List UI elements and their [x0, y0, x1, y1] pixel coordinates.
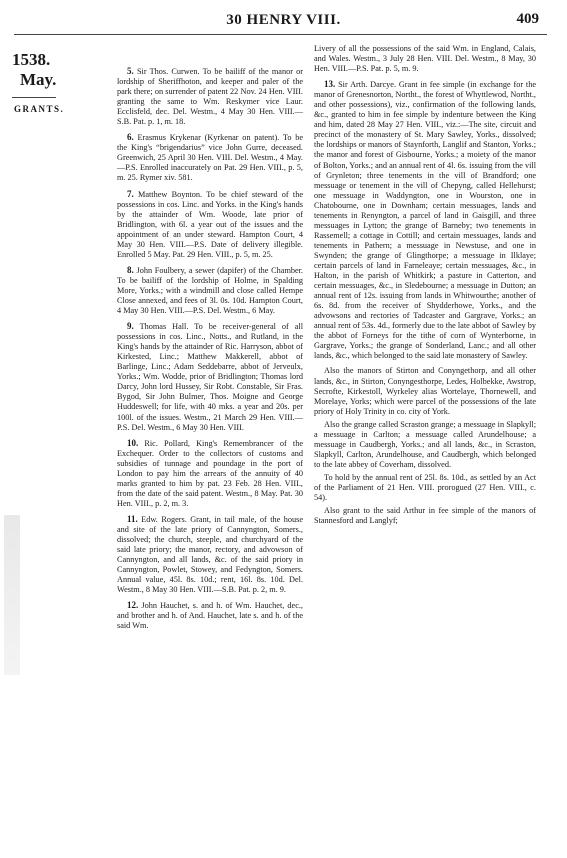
entry-paragraph: [314, 366, 536, 416]
entry-paragraph: [314, 420, 536, 470]
margin-divider: [12, 97, 56, 98]
page-header: [0, 0, 567, 36]
entry-text: Matthew Boynton. To be chief steward of the possessions in cos. Linc. and Yorks. in the King's hands by the attainder of Wm. Woode, late prior of Bridlington, with 6l. a year out of the issues and the appointment of an under steward. Hampton Court, 4 May 30 Hen. VIII.—P.S. Date of delivery illegible. Enrolled 5 May. Pat. 29 Hen. VIII., p. 5, m. 25.: [117, 189, 303, 259]
header-rule: [14, 34, 547, 35]
entry-number: 13.: [324, 79, 336, 90]
entry-number: 11.: [127, 513, 138, 524]
entry-text: Ric. Pollard, King's Remembrancer of the Exchequer. Order to the collectors of customs and subsidies of tunnage and poundage in the port of London to pay him the arrears of the annuity of 40 marks granted to him by pat. 23 Feb. 28 Hen. VIII., from the date of the said patent. Westm., 8 May. Pat. 30 Hen. VIII., p. 2, m. 3.: [117, 438, 304, 508]
margin-month: May.: [20, 70, 57, 89]
right-column: [314, 44, 536, 529]
entry-number: 5.: [127, 66, 134, 76]
running-title: 30 HENRY VIII.: [226, 12, 341, 28]
margin-year: 1538.: [12, 50, 51, 69]
page-number: 409: [516, 11, 539, 27]
entry-paragraph: [314, 506, 536, 526]
entry-text: John Hauchet, s. and h. of Wm. Hauchet, dec., and brother and h. of And. Hauchet, late s. and h. of the said Wm.: [117, 601, 303, 631]
entry-number: 12.: [127, 600, 139, 611]
entry: [117, 438, 303, 509]
margin-section: GRANTS.: [14, 104, 65, 114]
entry: [117, 189, 303, 260]
entry-text: Edw. Rogers. Grant, in tail male, of the house and site of the late priory of Cannyngton, Somers., dissolved; the church, steeple, and churchyard of the said late priory; the manor, rectory, and advowson of Cannyngton, and all lands, &c. of the said priory in Cannyngton, Powlet, Stowey, and Fedyngton, Somers. Annual value, 45l. 8s. 10d.; rent, 16l. 8s. 10d. Del. Westm., 8 May 30 Hen. VIII.—S.B. Pat. p. 2, m. 9.: [117, 514, 303, 595]
entry: [117, 132, 303, 183]
entry-text: Sir Thos. Curwen. To be bailiff of the manor or lordship of Sheriffhoton, and keeper and paler of the park there; on surrender of patent 22 Nov. 24 Hen. VIII. granting the same to Wm. Reskymer vice Laur. Ecclisfeld, dec. Del. Westm., 4 May 30 Hen. VIII.—S.B. Pat. p. 1, m. 18.: [117, 67, 304, 127]
entry-text: Also grant to the said Arthur in fee simple of the manors of Stannesford and Langlyf;: [314, 506, 536, 526]
entry-text: John Foulbery, a sewer (dapifer) of the Chamber. To be bailiff of the lordship of Holme, in Spalding More, Yorks.; with a windmill and close called Hempe Close annexed, and fees of 3l. 0s. 10d. Hampton Court, 4 May 30 Hen. VIII.—P.S. Del. Westm., 6 May.: [117, 265, 303, 316]
entry: [117, 600, 303, 631]
entry-text: Thomas Hall. To be receiver-general of all possessions in cos. Linc., Notts., and Rutland, in the King's hands by the attainder of Ric. Harryson, abbot of Kirkested, Linc.; Matthew Makkerell, abbot of Barlinge, Linc.; Adam Seddebarre, abbot of Jerveulx, Yorks.; Wm. Wodde, prior of Bridlington; Thomas lord Darcy, John lord Hussey, Sir Robt. Constable, Sir Fras. Bygod, Sir John Bulmer, Thos. Moigne and George Huddeswell; for life, with 40 mks. a year and 20s. per 100l. of the issues. Westm., 21 March 29 Hen. VIII.—P.S. Del. Westm., 6 May 30 Hen. VIII.: [117, 322, 303, 432]
entry-text: Erasmus Krykenar (Kyrkenar on patent). To be the King's “brigendarius” vice John Gurre, deceased. Greenwich, 25 April 30 Hen. VIII. Del. Westm., 4 May.—P.S. Enrolled inaccurately on Pat. 29 Hen. VIII., p. 5, m. 25. Rymer xiv. 581.: [117, 133, 304, 183]
entry-text: Livery of all the possessions of the said Wm. in England, Calais, and Wales. Westm., 3 July 28 Hen. VIII. Del. Westm., 8 May, 30 Hen. VIII.—P.S. Pat. p. 5, m. 9.: [314, 44, 536, 74]
entry: [117, 265, 303, 316]
entry: [117, 321, 303, 433]
margin-notes: [12, 50, 67, 114]
entry: [314, 79, 536, 361]
left-column: [117, 66, 303, 636]
library-stamp: [4, 515, 20, 675]
entry: [117, 514, 303, 595]
entry-text: Sir Arth. Darcye. Grant in fee simple (in exchange for the manor of Grenesnorton, Northt., the forest of Whyttlewod, Northt., and other possessions), viz., confirmation of the following lands, &c., granted to him in fee simple by indenture between the King and him, dated 28 May 27 Hen. VIII., viz.:—The site, circuit and precinct of the monastery of St. Mary Sawley, Yorks., dissolved; the lordships or manors of Staynforth, Langlif and Stanton, Yorks.; the manor and forest of Gisbourne, Yorks.; a moiety of the manor of Bolton, Yorks.; and an annual rent of 4l. 6s. issuing from the vill of Grynleton; three tenements in the vill of Brandford; one messuage or tenement in the vill of Chepyng, called Hellehurst; one messuage in Waddyngton, one in Wourston, one in Chatobourne, one in Downham; certain messuages, lands and tenements in Renyngton, a parcel of land in Gaisgill, and three messuages in Lytton; the grange of Barneby; two tenements in Rassemell; a cottage in Cottill; and certain messuages, lands and tenements in Pathern; a messuage in Newstuse, and one in Swynden; the grange of Glingthorpe; a messuage in Ilklaye; certain parcels of land in Farneleaye; certain messuages, &c., in Halton, in the parish of Whitkirk; a pasture in Catterton, and certain messuages, &c., in Sledebourne; a messuage in Dutton; an annual rent of 12s. issuing from lands in Whitwourthe; another of 6s. 8d. from the receiver of Shydderhowe, Yorks., and the advowsons and rectories of Tadcaster and Gargrave, Yorks.; an annual rent of 53s. 4d., formerly due to the late abbot of Sawley by the abbot of Forneys for the tithe of corn of Wynterborne, in Gargrave, Yorks.; the grange of Sonderland, Lanc.; and all other lands, &c., which belonged to the said late monastery of Sawley.: [314, 80, 536, 361]
entry-number: 6.: [127, 132, 134, 143]
entry-number: 10.: [127, 437, 139, 448]
entry-paragraph: [314, 473, 536, 503]
entry-number: 9.: [127, 321, 134, 332]
entry-text: To hold by the annual rent of 25l. 8s. 10d., as settled by an Act of the Parliament of 21 Hen. VIII. prorogued (27 Hen. VIII., c. 54).: [314, 472, 536, 503]
entry: [117, 66, 303, 127]
entry-number: 7.: [127, 188, 134, 199]
entry-continuation: [314, 44, 536, 74]
entry-text: Also the grange called Scraston grange; a messuage in Slapkyll; a messuage in Carlton; a messuage called Arundelhouse; a messuage in Caudbergh, Yorks.; and all lands, &c., in Scraston, Slapkyll, Carlton, Arundelhouse, and Caudbergh, which belonged to the late abbey of Coverham, dissolved.: [314, 419, 536, 469]
entry-number: 8.: [127, 264, 134, 275]
entry-text: Also the manors of Stirton and Conyngethorp, and all other lands, &c., in Stirton, Conyngesthorpe, Ledes, Holbekke, Awstrop, Secrofte, Kirkestoll, Wyrkeley alias Wortelaye, Thornewell, and Morelaye, Yorks; which were parcel of the possessions of the late priory of Holy Trinity in co. city of York.: [314, 366, 536, 416]
